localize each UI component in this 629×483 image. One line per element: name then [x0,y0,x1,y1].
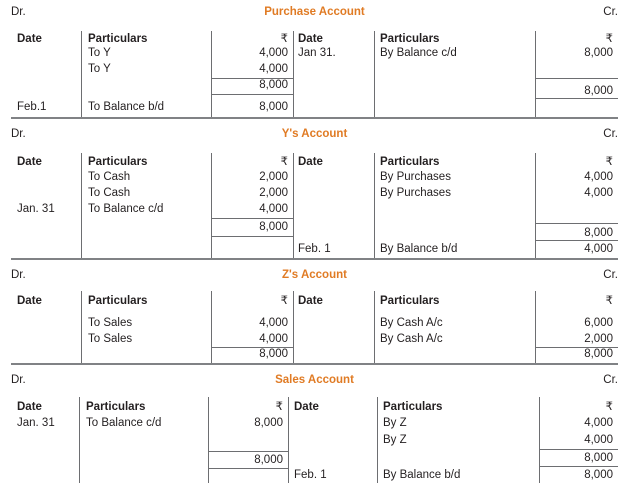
credit-particulars: By Purchases [380,171,451,183]
credit-particulars: By Cash A/c [380,317,443,329]
debit-particulars: To Balance c/d [88,203,164,215]
debit-amount: 4,000 [259,47,288,59]
cr-particulars-header: Particulars [383,401,443,413]
purchase-account [0,4,629,122]
cr-rupee-header: ₹ [605,401,613,413]
cr-rupee-header: ₹ [605,33,613,45]
cr-date-header: Date [294,401,319,413]
debit-amount: 8,000 [254,417,283,429]
cr-date-header: Date [298,295,323,307]
debit-total: 8,000 [259,221,288,233]
credit-total: 8,000 [584,348,613,360]
debit-amount: 2,000 [259,171,288,183]
dr-label: Dr. [11,374,26,386]
dr-particulars-header: Particulars [88,33,148,45]
account-title: Sales Account [275,374,354,386]
cr-particulars-header: Particulars [380,156,440,168]
dr-particulars-header: Particulars [88,295,148,307]
account-title: Purchase Account [264,6,365,18]
debit-date: Feb.1 [17,101,47,113]
credit-amount: 4,000 [584,434,613,446]
debit-particulars: To Cash [88,187,131,199]
dr-rupee-header: ₹ [280,33,288,45]
credit-total: 8,000 [584,227,613,239]
dr-label: Dr. [11,6,26,18]
credit-total: 8,000 [584,85,613,97]
dr-date-header: Date [17,401,42,413]
cr-label: Cr. [603,374,618,386]
credit-amount: 4,000 [584,417,613,429]
credit-total: 8,000 [584,452,613,464]
cr-date-header: Date [298,33,323,45]
debit-amount: 4,000 [259,203,288,215]
dr-date-header: Date [17,156,42,168]
credit-particulars: By Balance c/d [380,47,457,59]
credit-date: Feb. 1 [298,243,331,255]
z-account [0,267,629,367]
credit-particulars: By Cash A/c [380,333,443,345]
dr-rupee-header: ₹ [275,401,283,413]
credit-date: Jan 31. [298,47,336,59]
debit-amount: 4,000 [259,63,288,75]
credit-particulars: By Z [383,417,407,429]
debit-particulars: To Balance b/d [88,101,165,113]
dr-date-header: Date [17,295,42,307]
credit-amount: 4,000 [584,171,613,183]
debit-amount: 4,000 [259,333,288,345]
dr-rupee-header: ₹ [280,156,288,168]
credit-particulars: By Purchases [380,187,451,199]
credit-date: Feb. 1 [294,469,327,481]
debit-date: Jan. 31 [17,417,55,429]
cr-rupee-header: ₹ [605,156,613,168]
dr-date-header: Date [17,33,42,45]
sales-account [0,372,629,483]
y-account [0,126,629,264]
debit-particulars: To Sales [88,317,133,329]
cr-label: Cr. [603,6,618,18]
debit-total: 8,000 [259,348,288,360]
cr-particulars-header: Particulars [380,295,440,307]
account-title: Z's Account [282,269,347,281]
cr-date-header: Date [298,156,323,168]
debit-particulars: To Y [88,47,111,59]
dr-rupee-header: ₹ [280,295,288,307]
debit-particulars: To Cash [88,171,131,183]
debit-total: 8,000 [254,454,283,466]
dr-label: Dr. [11,269,26,281]
debit-particulars: To Sales [88,333,133,345]
dr-label: Dr. [11,128,26,140]
credit-amount: 2,000 [584,333,613,345]
credit-amount: 8,000 [584,469,613,481]
account-title: Y's Account [281,128,348,140]
cr-label: Cr. [603,269,618,281]
dr-particulars-header: Particulars [86,401,146,413]
credit-amount: 6,000 [584,317,613,329]
debit-particulars: To Y [88,63,111,75]
credit-amount: 4,000 [584,187,613,199]
debit-amount: 4,000 [259,317,288,329]
debit-amount: 2,000 [259,187,288,199]
debit-date: Jan. 31 [17,203,55,215]
cr-label: Cr. [603,128,618,140]
cr-particulars-header: Particulars [380,33,440,45]
credit-particulars: By Z [383,434,407,446]
credit-particulars: By Balance b/d [380,243,458,255]
credit-amount: 8,000 [584,47,613,59]
debit-amount: 8,000 [259,101,288,113]
debit-particulars: To Balance c/d [86,417,162,429]
dr-particulars-header: Particulars [88,156,148,168]
credit-particulars: By Balance b/d [383,469,461,481]
cr-rupee-header: ₹ [605,295,613,307]
credit-amount: 4,000 [584,243,613,255]
debit-total: 8,000 [259,79,288,91]
